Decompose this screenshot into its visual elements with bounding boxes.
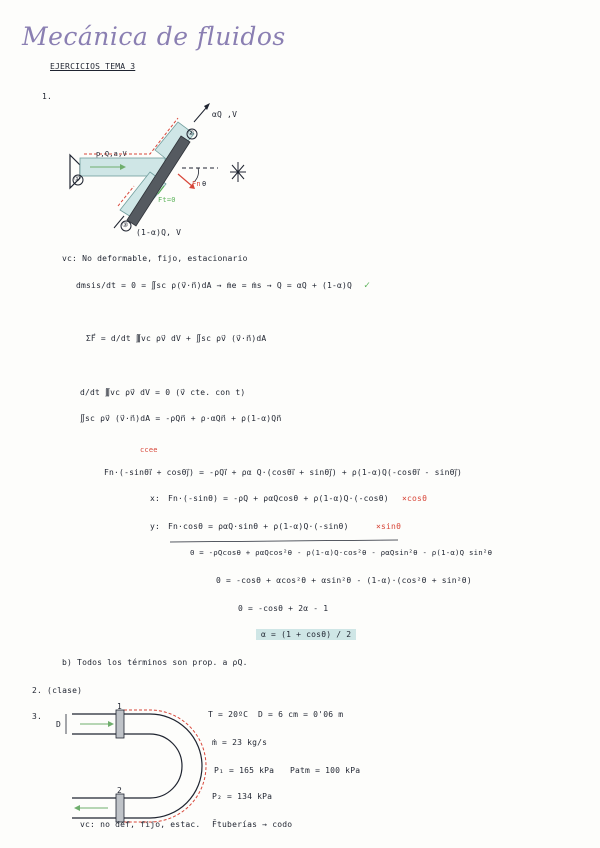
exercise-3-number: 3. <box>32 712 43 721</box>
control-volume-note-3: vc: no def, fijo, estac. <box>80 820 201 829</box>
control-volume-note: vc: No deformable, fijo, estacionario <box>62 254 248 263</box>
diameter: D = 6 cm = 0'06 m <box>258 710 344 719</box>
top-branch-label: αQ ,V <box>212 110 238 119</box>
section-1-label: 1 <box>117 702 123 711</box>
sum-eq-2: 0 = -cosθ + αcos²θ + αsin²θ - (1-α)·(cos²θ + sin²θ) <box>216 576 472 585</box>
mass-conservation-eq: dmsis/dt = 0 = ∬sc ρ(v⃗·n⃗)dA → ṁe = ṁs → Q = αQ + (1-α)Q <box>76 281 353 290</box>
mass-flow: ṁ = 23 kg/s <box>212 738 268 747</box>
boundary-conditions-label: ccee <box>140 446 158 454</box>
y-multiplier: ×sinθ <box>376 522 402 531</box>
exercise-2-label: 2. (clase) <box>32 686 83 695</box>
tangential-force-label: Ft=0 <box>158 196 176 204</box>
page-title: Mecánica de fluidos <box>22 22 286 51</box>
x-multiplier: ×cosθ <box>402 494 428 503</box>
check-mark: ✓ <box>364 280 371 291</box>
vector-eq: Fn·(-sinθi⃗ + cosθj⃗) = -ρQi⃗ + ρα Q·(cosθi⃗ + sinθj⃗) + ρ(1-α)Q(-cosθi⃗ - sinθj⃗) <box>104 468 463 477</box>
angle-label: θ <box>202 180 207 188</box>
x-component-label: x: <box>150 494 161 503</box>
node-3-label: ③ <box>122 221 129 229</box>
momentum-eq: ΣF⃗ = d/dt ∭vc ρv⃗ dV + ∬sc ρv⃗ (v⃗·n⃗)dA <box>86 334 267 343</box>
sum-eq-1: 0 = -ρQcosθ + ραQcos²θ - ρ(1-α)Q·cos²θ - ραQsin²θ - ρ(1-α)Q sin²θ <box>190 548 493 557</box>
force-note: F̄tuberías → codo <box>212 820 293 829</box>
temperature: T = 20ºC <box>208 710 249 719</box>
x-component-eq: Fn·(-sinθ) = -ρQ + ραQcosθ + ρ(1-α)Q·(-cosθ) <box>168 494 389 503</box>
jet-inlet-label: p,Q,a,V <box>96 150 127 158</box>
result-alpha: α = (1 + cosθ) / 2 <box>256 629 356 640</box>
sum-eq-3: 0 = -cosθ + 2α - 1 <box>238 604 329 613</box>
section-2-label: 2 <box>117 786 123 795</box>
node-1-label: ① <box>74 175 81 183</box>
pressure-2: P₂ = 134 kPa <box>212 792 273 801</box>
diameter-symbol: D <box>56 720 62 729</box>
steady-state-eq: d/dt ∭vc ρv⃗ dV = 0 (v⃗ cte. con t) <box>80 388 246 397</box>
exercise-1-number: 1. <box>42 92 53 101</box>
pressure-1: P₁ = 165 kPa <box>214 766 275 775</box>
y-component-label: y: <box>150 522 161 531</box>
note-b: b) Todos los términos son prop. a ρQ. <box>62 658 248 667</box>
surface-integral-eq: ∬sc ρv⃗ (v⃗·n⃗)dA = -ρQn⃗ + ρ·αQn⃗ + ρ(1-α)Qn⃗ <box>80 414 282 423</box>
normal-force-label: Fn <box>192 180 201 188</box>
bottom-branch-label: (1-α)Q, V <box>136 228 182 237</box>
node-2-label: ② <box>188 129 195 137</box>
y-component-eq: Fn·cosθ = ραQ·sinθ + ρ(1-α)Q·(-sinθ) <box>168 522 349 531</box>
atmospheric-pressure: Patm = 100 kPa <box>290 766 361 775</box>
exercise-set-heading: EJERCICIOS TEMA 3 <box>50 62 136 71</box>
